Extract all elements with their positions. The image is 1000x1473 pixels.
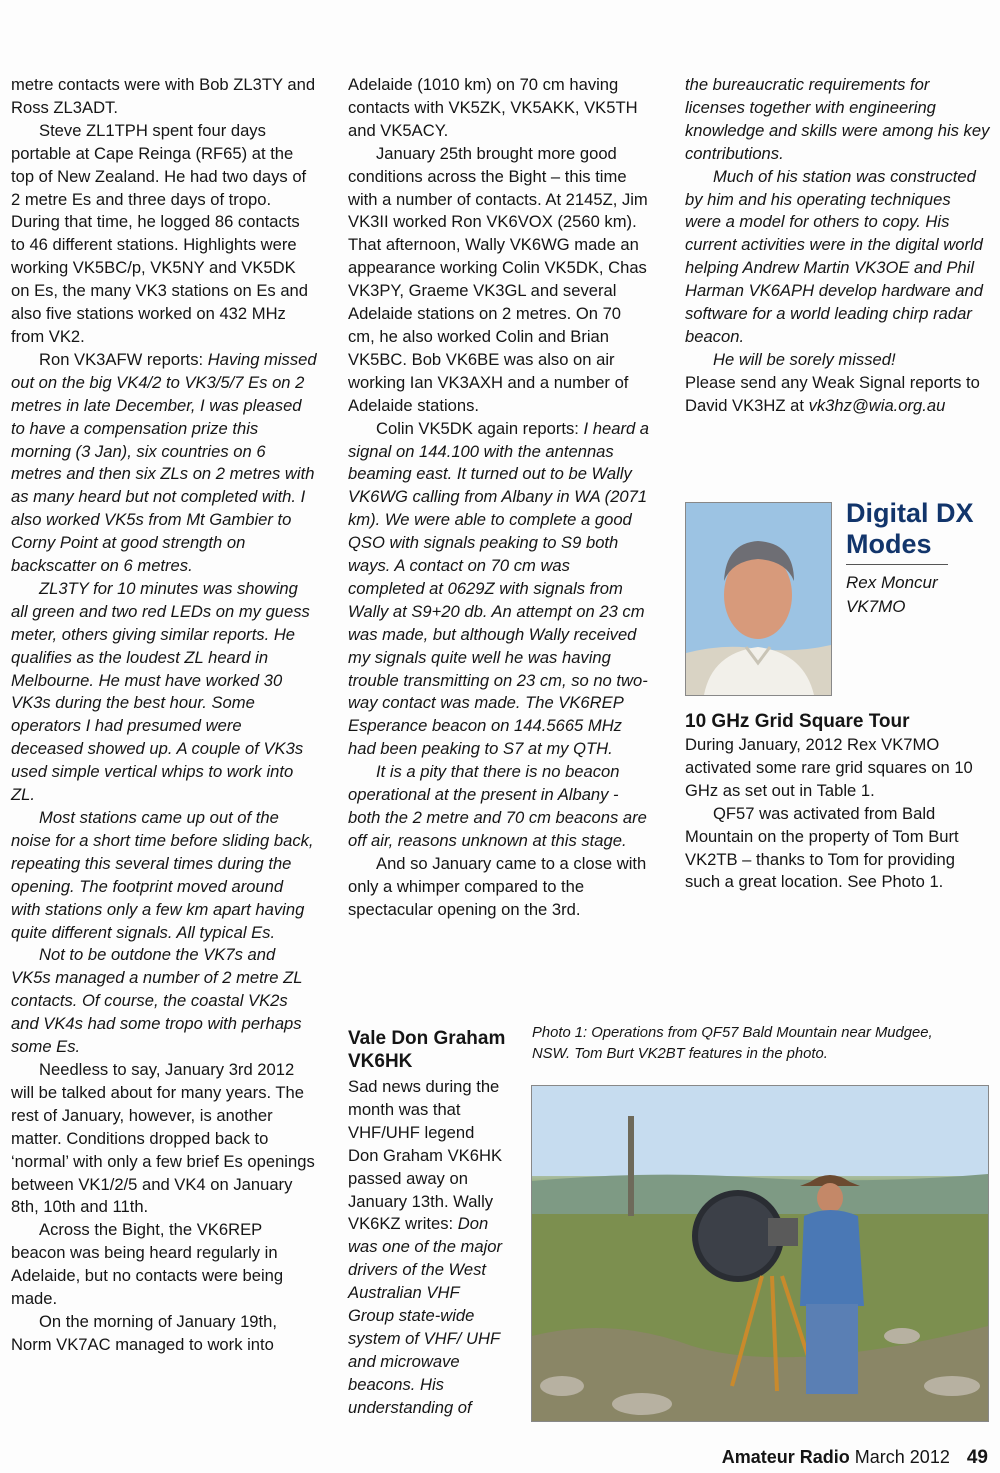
title-divider xyxy=(846,564,948,565)
paragraph xyxy=(348,418,650,762)
paragraph-quote: I heard a signal on 144.100 with the antennas beaming east. It turned out to be Wally VK6WG calling from Albany in WA (2071 km). We were able to complete a good QSO with signals peaking to S9 both ways. A contact on 70 cm was completed at 0629Z with signals from Wally at S9+20 db. An attempt on 23 cm was made, but although Wally received my signals quite well he was having trouble transmitting on 23 cm, so no two-way contact was made. The VK6REP Esperance beacon on 144.5665 MHz had been peaking to S7 at my QTH. xyxy=(348,418,650,759)
paragraph: Adelaide (1010 km) on 70 cm having contacts with VK5ZK, VK5AKK, VK5TH and VK5ACY. xyxy=(348,75,638,140)
paragraph xyxy=(685,372,990,418)
section-title-line-2: Modes xyxy=(846,529,932,559)
paragraph: Not to be outdone the VK7s and VK5s managed a number of 2 metre ZL contacts. Of course, the coastal VK2s and VK4s had some tropo with perhaps some Es. xyxy=(11,945,303,1057)
paragraph: Across the Bight, the VK6REP beacon was being heard regularly in Adelaide, but no contacts were being made. xyxy=(11,1220,284,1309)
magazine-name: Amateur Radio xyxy=(721,1447,850,1467)
section-title-line-1: Digital DX xyxy=(846,498,974,528)
paragraph: Needless to say, January 3rd 2012 will be talked about for many years. The rest of January, however, is another matter. Conditions dropped back to ‘normal’ with only a few brief Es openings between VK1/2/5 and VK4 on January 8th, 10th and 11th. xyxy=(11,1059,315,1217)
digital-dx-header xyxy=(846,498,996,619)
section-title xyxy=(846,498,996,560)
tour-paragraph-2: QF57 was activated from Bald Mountain on the property of Tom Burt VK2TB – thanks to Tom for providing such a great location. See Photo 1. xyxy=(685,803,959,892)
vale-paragraph xyxy=(348,1076,508,1420)
vale-section xyxy=(348,1027,508,1420)
field-photo xyxy=(531,1085,989,1422)
paragraph: And so January came to a close with only a whimper compared to the spectacular opening on the 3rd. xyxy=(348,853,647,919)
paragraph-quote: Having missed out on the big VK4/2 to VK3/5/7 Es on 2 metres in late December, I was pleased to have a compensation prize this morning (3 Jan), six countries on 6 metres and then six ZLs on 2 metres with as many heard but not completed with. I also worked VK5s from Mt Gambier to Corny Point at good strength on backscatter on 6 metres. xyxy=(11,349,317,576)
paragraph: metre contacts were with Bob ZL3TY and Ross ZL3ADT. xyxy=(11,75,316,117)
vale-text: Sad news during the month was that VHF/UHF legend Don Graham VK6HK passed away on January 13th. Wally VK6KZ writes: xyxy=(348,1077,503,1234)
page-footer xyxy=(722,1446,988,1469)
paragraph: ZL3TY for 10 minutes was showing all green and two red LEDs on my guess meter, others giving similar reports. He qualifies as the loudest ZL heard in Melbourne. He must have worked 30 VK3s during the best hour. Some operators I had presumed were deceased showed up. A couple of VK3s used simple vertical whips to work into ZL. xyxy=(11,578,310,805)
paragraph: Most stations came up out of the noise for a short time before sliding back, repeating this several times during the opening. The footprint moved around with stations only a few km apart having quite different signals. All typical Es. xyxy=(11,808,314,942)
paragraph-text: Please send any Weak Signal reports to David VK3HZ at xyxy=(685,372,980,415)
article-column-1 xyxy=(11,74,317,1357)
vale-quote: Don was one of the major drivers of the West Australian VHF Group state-wide system of VHF/ UHF and microwave beacons. His understanding of xyxy=(348,1214,503,1417)
author-name: Rex Moncur xyxy=(846,573,938,592)
vale-heading: Vale Don Graham VK6HK xyxy=(348,1028,506,1072)
article-column-2 xyxy=(348,74,650,922)
issue-date: March 2012 xyxy=(854,1447,950,1467)
tour-paragraph-1: During January, 2012 Rex VK7MO activated some rare grid squares on 10 GHz as set out in Table 1. xyxy=(685,735,973,800)
photo-caption: Photo 1: Operations from QF57 Bald Mountain near Mudgee, NSW. Tom Burt VK2BT features in the photo. xyxy=(532,1025,933,1062)
paragraph-quote: vk3hz@wia.org.au xyxy=(808,395,946,415)
author-photo xyxy=(685,502,832,696)
paragraph: On the morning of January 19th, Norm VK7AC managed to work into xyxy=(11,1311,277,1354)
paragraph: Steve ZL1TPH spent four days portable at Cape Reinga (RF65) at the top of New Zealand. He had two days of 2 metre Es and three days of tropo. During that time, he logged 86 contacts to 46 different stations. Highlights were working VK5BC/p, VK5NY and VK5DK on Es, the many VK3 stations on Es and also five stations worked on 432 MHz from VK2. xyxy=(11,120,309,346)
tour-heading: 10 GHz Grid Square Tour xyxy=(685,711,910,732)
paragraph: He will be sorely missed! xyxy=(713,349,896,369)
paragraph: It is a pity that there is no beacon operational at the present in Albany - both the 2 metre and 70 cm beacons are off air, reasons unknown at this stage. xyxy=(348,762,647,850)
paragraph: Much of his station was constructed by him and his operating techniques were a model for others to copy. His current activities were in the digital world helping Andrew Martin VK3OE and Phil Harman VK6APH develop hardware and software for a world leading chirp radar beacon. xyxy=(685,166,983,346)
tour-section xyxy=(685,710,990,894)
paragraph: January 25th brought more good conditions across the Bight – this time with a number of contacts. At 2145Z, Jim VK3II worked Ron VK6VOX (2560 km). That afternoon, Wally VK6WG made an appearance working Colin VK5DK, Chas VK3PY, Graeme VK3GL and several Adelaide stations on 2 metres. On 70 cm, he also worked Colin and Brian VK5BC. Bob VK6BE was also on air working Ian VK3AXH and a number of Adelaide stations. xyxy=(348,143,648,415)
paragraph xyxy=(11,349,317,578)
page-number: 49 xyxy=(966,1447,988,1468)
paragraph: the bureaucratic requirements for licenses together with engineering knowledge and skills were among his key contributions. xyxy=(685,75,990,163)
paragraph-text: Ron VK3AFW reports: xyxy=(39,349,208,369)
paragraph-text: Colin VK5DK again reports: xyxy=(376,418,584,438)
author-callsign: VK7MO xyxy=(846,597,906,616)
article-column-3 xyxy=(685,74,990,418)
